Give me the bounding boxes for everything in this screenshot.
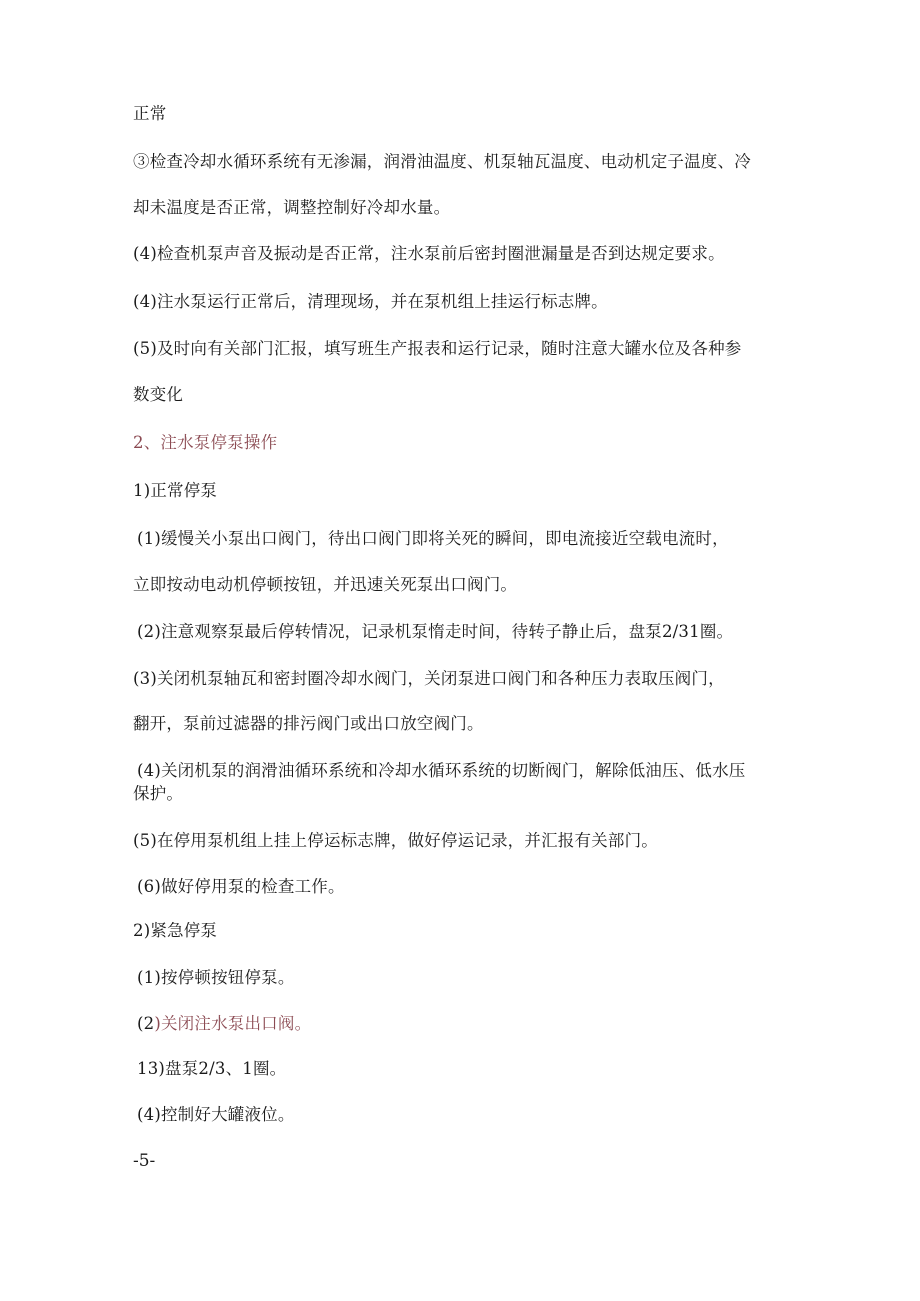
text-line: 翻开，泵前过滤器的排污阀门或出口放空阀门。 [133, 714, 484, 733]
section-heading: 2、注水泵停泵操作 [133, 433, 278, 452]
text-line: 却未温度是否正常，调整控制好冷却水量。 [133, 198, 451, 217]
text-line: (1)按停顿按钮停泵。 [137, 968, 295, 987]
step-text: )关闭注水泵出口阀。 [154, 1014, 312, 1033]
text-line: 数变化 [133, 385, 184, 404]
text-line: (4)控制好大罐液位。 [137, 1105, 295, 1124]
text-line: (6)做好停用泵的检查工作。 [137, 877, 345, 896]
text-line: (1)缓慢关小泵出口阀门，待出口阀门即将关死的瞬间，即电流接近空载电流时， [137, 529, 729, 548]
page-number: -5- [133, 1151, 156, 1171]
subsection-title: 2)紧急停泵 [133, 921, 218, 940]
text-line: 立即按动电动机停顿按钮，并迅速关死泵出口阀门。 [133, 575, 518, 594]
text-line: (5)及时向有关部门汇报，填写班生产报表和运行记录，随时注意大罐水位及各种参 [133, 339, 742, 358]
text-line: ③检查冷却水循环系统有无渗漏，润滑油温度、机泵轴瓦温度、电动机定子温度、冷 [133, 152, 751, 171]
text-line: 13)盘泵2/3、1圈。 [137, 1059, 287, 1078]
text-line [137, 1013, 311, 1035]
text-line: (3)关闭机泵轴瓦和密封圈冷却水阀门，关闭泵进口阀门和各种压力表取压阀门， [133, 669, 725, 688]
text-line: (5)在停用泵机组上挂上停运标志牌，做好停运记录，并汇报有关部门。 [133, 831, 658, 850]
text-line: (4)检查机泵声音及振动是否正常，注水泵前后密封圈泄漏量是否到达规定要求。 [133, 244, 725, 263]
text-line: (4)注水泵运行正常后，清理现场，并在泵机组上挂运行标志牌。 [133, 292, 608, 311]
text-line: 正常 [133, 104, 167, 123]
subsection-title: 1)正常停泵 [133, 481, 218, 500]
text-line: (4)关闭机泵的润滑油循环系统和冷却水循环系统的切断阀门，解除低油压、低水压 [137, 761, 746, 780]
step-number: (2 [137, 1014, 155, 1033]
text-line: (2)注意观察泵最后停转情况，记录机泵惰走时间，待转子静止后，盘泵2/31圈。 [137, 622, 734, 641]
text-line: 保护。 [133, 784, 184, 803]
